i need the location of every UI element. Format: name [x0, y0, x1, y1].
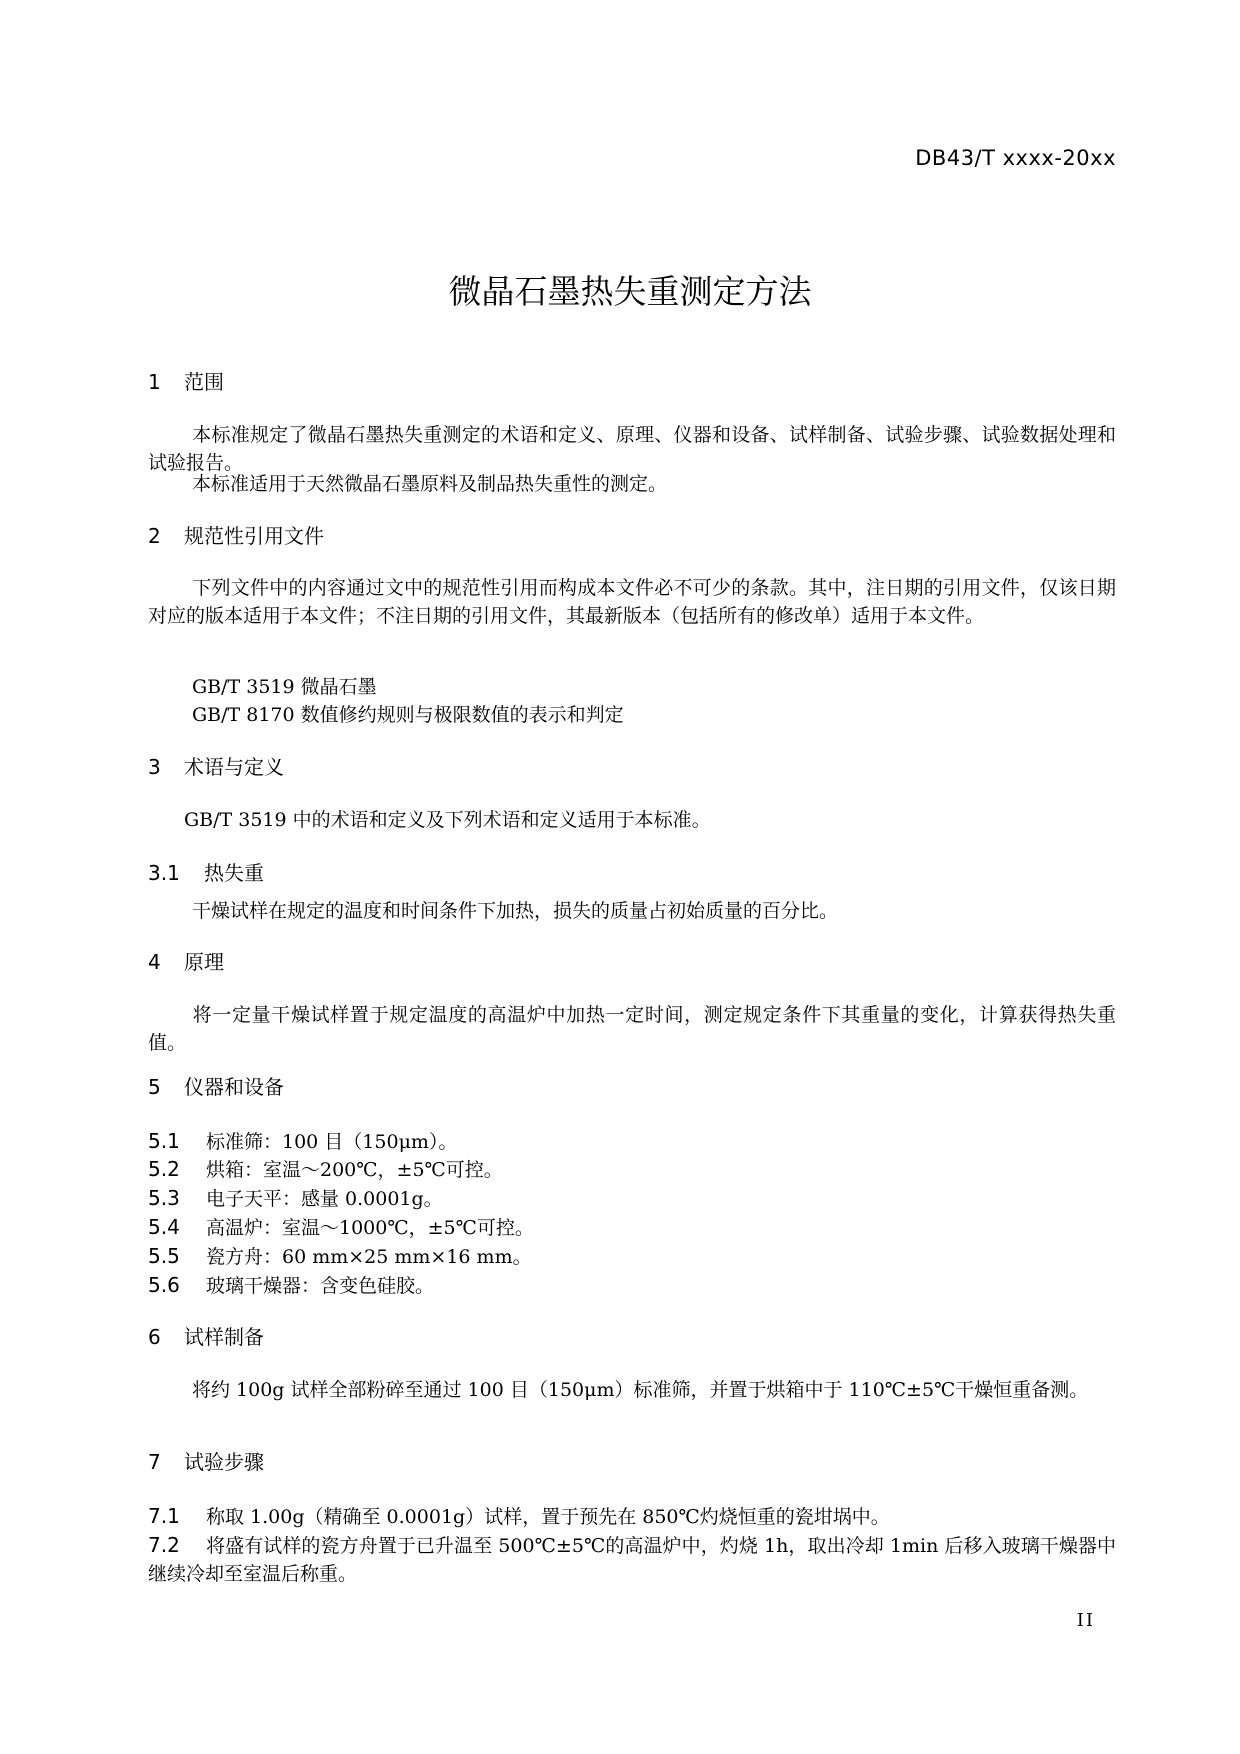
section-title: 仪器和设备: [184, 1075, 284, 1099]
item-number: 5.6: [148, 1273, 180, 1297]
paragraph-text: 下列文件中的内容通过文中的规范性引用而构成本文件必不可少的条款。其中，注日期的引用文件，仅该日期对应的版本适用于本文件；不注日期的引用文件，其最新版本（包括所有的修改单）适用于本文件。: [148, 577, 1116, 627]
item-text: 高温炉：室温～1000℃，±5℃可控。: [206, 1217, 534, 1239]
definition-thermal-loss: 干燥试样在规定的温度和时间条件下加热，损失的质量占初始质量的百分比。: [192, 900, 839, 922]
section-title: 试验步骤: [184, 1450, 264, 1474]
paragraph-text: 本标准适用于天然微晶石墨原料及制品热失重性的测定。: [192, 473, 668, 495]
section-number: 2: [148, 524, 161, 548]
section-title: 范围: [184, 370, 224, 394]
item-number: 7.2: [148, 1533, 180, 1557]
item-text: 玻璃干燥器：含变色硅胶。: [206, 1275, 435, 1297]
section-heading-scope: [148, 368, 224, 396]
section-number: 6: [148, 1325, 161, 1349]
item-text: 电子天平：感量 0.0001g。: [206, 1188, 443, 1210]
paragraph-principle: [148, 1001, 1116, 1057]
procedure-item: [148, 1502, 890, 1531]
section-number: 7: [148, 1450, 161, 1474]
paragraph-scope-2: [148, 470, 1116, 498]
section-heading-test-procedure: [148, 1448, 264, 1476]
apparatus-item: [148, 1155, 503, 1184]
item-number: 5.1: [148, 1129, 180, 1153]
paragraph-sample-prep: [148, 1376, 1116, 1404]
section-heading-principle: [148, 948, 224, 976]
section-heading-apparatus: [148, 1073, 284, 1101]
subsection-title: 热失重: [204, 861, 264, 885]
section-heading-sample-prep: [148, 1323, 264, 1351]
procedure-item: [148, 1531, 1116, 1588]
paragraph-text: 将约 100g 试样全部粉碎至通过 100 目（150μm）标准筛，并置于烘箱中于 110℃±5℃干燥恒重备测。: [192, 1379, 1089, 1401]
section-number: 3: [148, 755, 161, 779]
apparatus-item: [148, 1213, 534, 1242]
subsection-number: 3.1: [148, 861, 180, 885]
apparatus-item: [148, 1184, 443, 1213]
paragraph-terms: GB/T 3519 中的术语和定义及下列术语和定义适用于本标准。: [184, 809, 711, 831]
section-number: 4: [148, 950, 161, 974]
section-title: 试样制备: [184, 1325, 264, 1349]
paragraph-text: 本标准规定了微晶石墨热失重测定的术语和定义、原理、仪器和设备、试样制备、试验步骤、试验数据处理和试验报告。: [148, 424, 1116, 474]
subsection-heading-thermal-loss: [148, 859, 264, 887]
apparatus-item: [148, 1271, 434, 1300]
paragraph-scope-1: [148, 421, 1116, 477]
item-text: 将盛有试样的瓷方舟置于已升温至 500℃±5℃的高温炉中，灼烧 1h，取出冷却 1min 后移入玻璃干燥器中继续冷却至室温后称重。: [148, 1535, 1116, 1585]
reference-item: GB/T 8170 数值修约规则与极限数值的表示和判定: [192, 704, 624, 726]
page-number: II: [1076, 1610, 1095, 1631]
apparatus-item: [148, 1127, 457, 1156]
paragraph-normative-refs: [148, 574, 1116, 630]
document-title: 微晶石墨热失重测定方法: [448, 272, 812, 311]
section-heading-normative-refs: [148, 522, 324, 550]
section-title: 原理: [184, 950, 224, 974]
section-number: 5: [148, 1075, 161, 1099]
item-text: 烘箱：室温～200℃，±5℃可控。: [206, 1159, 503, 1181]
reference-item: GB/T 3519 微晶石墨: [192, 676, 377, 698]
item-text: 标准筛：100 目（150μm）。: [206, 1131, 458, 1153]
item-number: 5.2: [148, 1157, 180, 1181]
item-text: 瓷方舟：60 mm×25 mm×16 mm。: [206, 1246, 532, 1268]
standard-number: DB43/T xxxx-20xx: [915, 146, 1116, 170]
item-number: 7.1: [148, 1504, 180, 1528]
section-heading-terms: [148, 753, 284, 781]
item-text: 称取 1.00g（精确至 0.0001g）试样，置于预先在 850℃灼烧恒重的瓷坩埚中。: [206, 1506, 890, 1528]
section-title: 规范性引用文件: [184, 524, 324, 548]
item-number: 5.4: [148, 1215, 180, 1239]
section-number: 1: [148, 370, 161, 394]
section-title: 术语与定义: [184, 755, 284, 779]
item-number: 5.3: [148, 1186, 180, 1210]
item-number: 5.5: [148, 1244, 180, 1268]
apparatus-item: [148, 1242, 532, 1271]
paragraph-text: 将一定量干燥试样置于规定温度的高温炉中加热一定时间，测定规定条件下其重量的变化，计算获得热失重值。: [148, 1004, 1116, 1054]
